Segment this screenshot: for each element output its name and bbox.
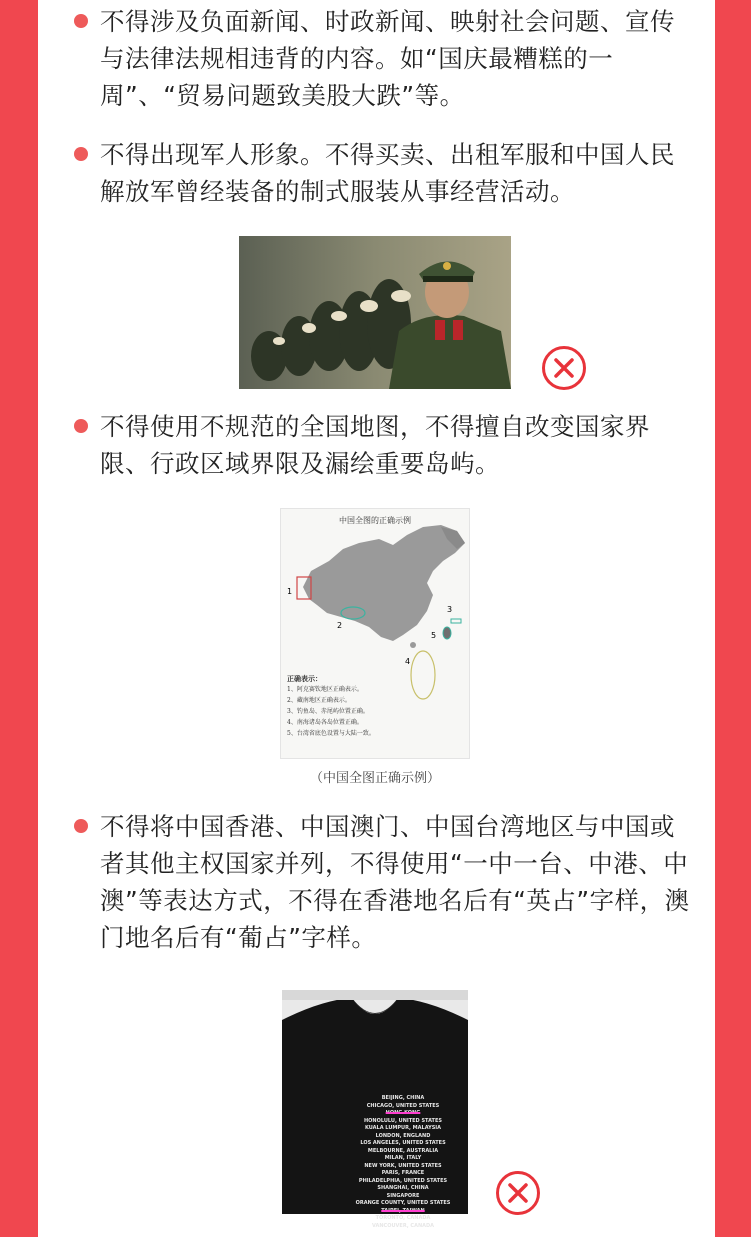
shirt-print-line: TORONTO, CANADA <box>375 1215 431 1221</box>
bullet-icon <box>74 819 88 833</box>
shirt-print-line: KUALA LUMPUR, MALAYSIA <box>364 1125 442 1131</box>
rule-text: 不得出现军人形象。不得买卖、出租军服和中国人民解放军曾经装备的制式服装从事经营活动。 <box>100 140 675 206</box>
map-note: 2、藏南地区正确表示。 <box>287 697 351 704</box>
map-note: 3、钓鱼岛、赤尾屿位置正确。 <box>287 708 369 715</box>
shirt-print-line: BEIJING, CHINA <box>381 1095 425 1101</box>
map-note: 4、南海诸岛各岛位置正确。 <box>287 719 363 726</box>
shirt-print-line: PARIS, FRANCE <box>381 1170 425 1176</box>
map-title: 中国全图的正确示例 <box>339 516 411 525</box>
shirt-print-line: LONDON, ENGLAND <box>375 1132 431 1139</box>
map-marker-label: 1 <box>287 587 293 596</box>
map-marker-label: 4 <box>405 657 411 666</box>
rule-text: 不得涉及负面新闻、时政新闻、映射社会问题、宣传与法律法规相违背的内容。如“国庆最糟糕的一周”、“贸易问题致美股大跌”等。 <box>100 7 675 110</box>
bullet-icon <box>74 14 88 28</box>
map-note: 1、阿克赛钦地区正确表示。 <box>287 686 363 693</box>
rule-item-negative-news <box>74 3 694 114</box>
shirt-print-line: MILAN, ITALY <box>384 1155 422 1161</box>
shirt-print-line: MELBOURNE, AUSTRALIA <box>367 1147 439 1154</box>
map-notes-heading: 正确表示： <box>287 674 322 683</box>
bullet-icon <box>74 419 88 433</box>
tshirt-photo <box>282 990 468 1229</box>
forbidden-icon <box>542 346 586 390</box>
shirt-print-line: HONOLULU, UNITED STATES <box>363 1117 442 1124</box>
shirt-print-line: SHANGHAI, CHINA <box>377 1185 429 1191</box>
rule-item-military <box>74 136 694 210</box>
shirt-print-line: NEW YORK, UNITED STATES <box>364 1162 442 1169</box>
shirt-print-line-struck: HONG KONG <box>385 1110 421 1116</box>
bullet-icon <box>74 147 88 161</box>
shirt-print-line: CHICAGO, UNITED STATES <box>366 1102 440 1109</box>
map-marker-label: 5 <box>431 631 437 640</box>
china-map-figure <box>280 508 470 759</box>
shirt-print-line: SINGAPORE <box>386 1192 420 1199</box>
rule-item-regions <box>74 808 694 956</box>
map-notes <box>287 673 375 739</box>
rule-text: 不得将中国香港、中国澳门、中国台湾地区与中国或者其他主权国家并列，不得使用“一中一台、中港、中澳”等表达方式，不得在香港地名后有“英占”字样，澳门地名后有“葡占”字样。 <box>100 812 690 952</box>
rule-text: 不得使用不规范的全国地图，不得擅自改变国家界限、行政区域界限及漏绘重要岛屿。 <box>100 412 650 478</box>
forbidden-icon <box>496 1171 540 1215</box>
soldier-photo <box>239 236 511 389</box>
rule-item-map <box>74 408 694 482</box>
map-marker-label: 3 <box>447 605 453 614</box>
map-marker-label: 2 <box>337 621 343 630</box>
map-caption: （中国全图正确示例） <box>309 771 440 786</box>
shirt-print-line: VANCOUVER, CANADA <box>371 1222 435 1229</box>
china-map-graphic <box>281 509 471 674</box>
map-note: 5、台湾省底色设置与大陆一致。 <box>287 730 375 737</box>
shirt-print-line: LOS ANGELES, UNITED STATES <box>360 1140 446 1146</box>
shirt-print-line-struck: TAIPEI, TAIWAN <box>381 1207 425 1214</box>
shirt-print <box>348 1095 458 1230</box>
shirt-print-line: ORANGE COUNTY, UNITED STATES <box>355 1200 451 1206</box>
shirt-print-line: PHILADELPHIA, UNITED STATES <box>358 1177 448 1184</box>
